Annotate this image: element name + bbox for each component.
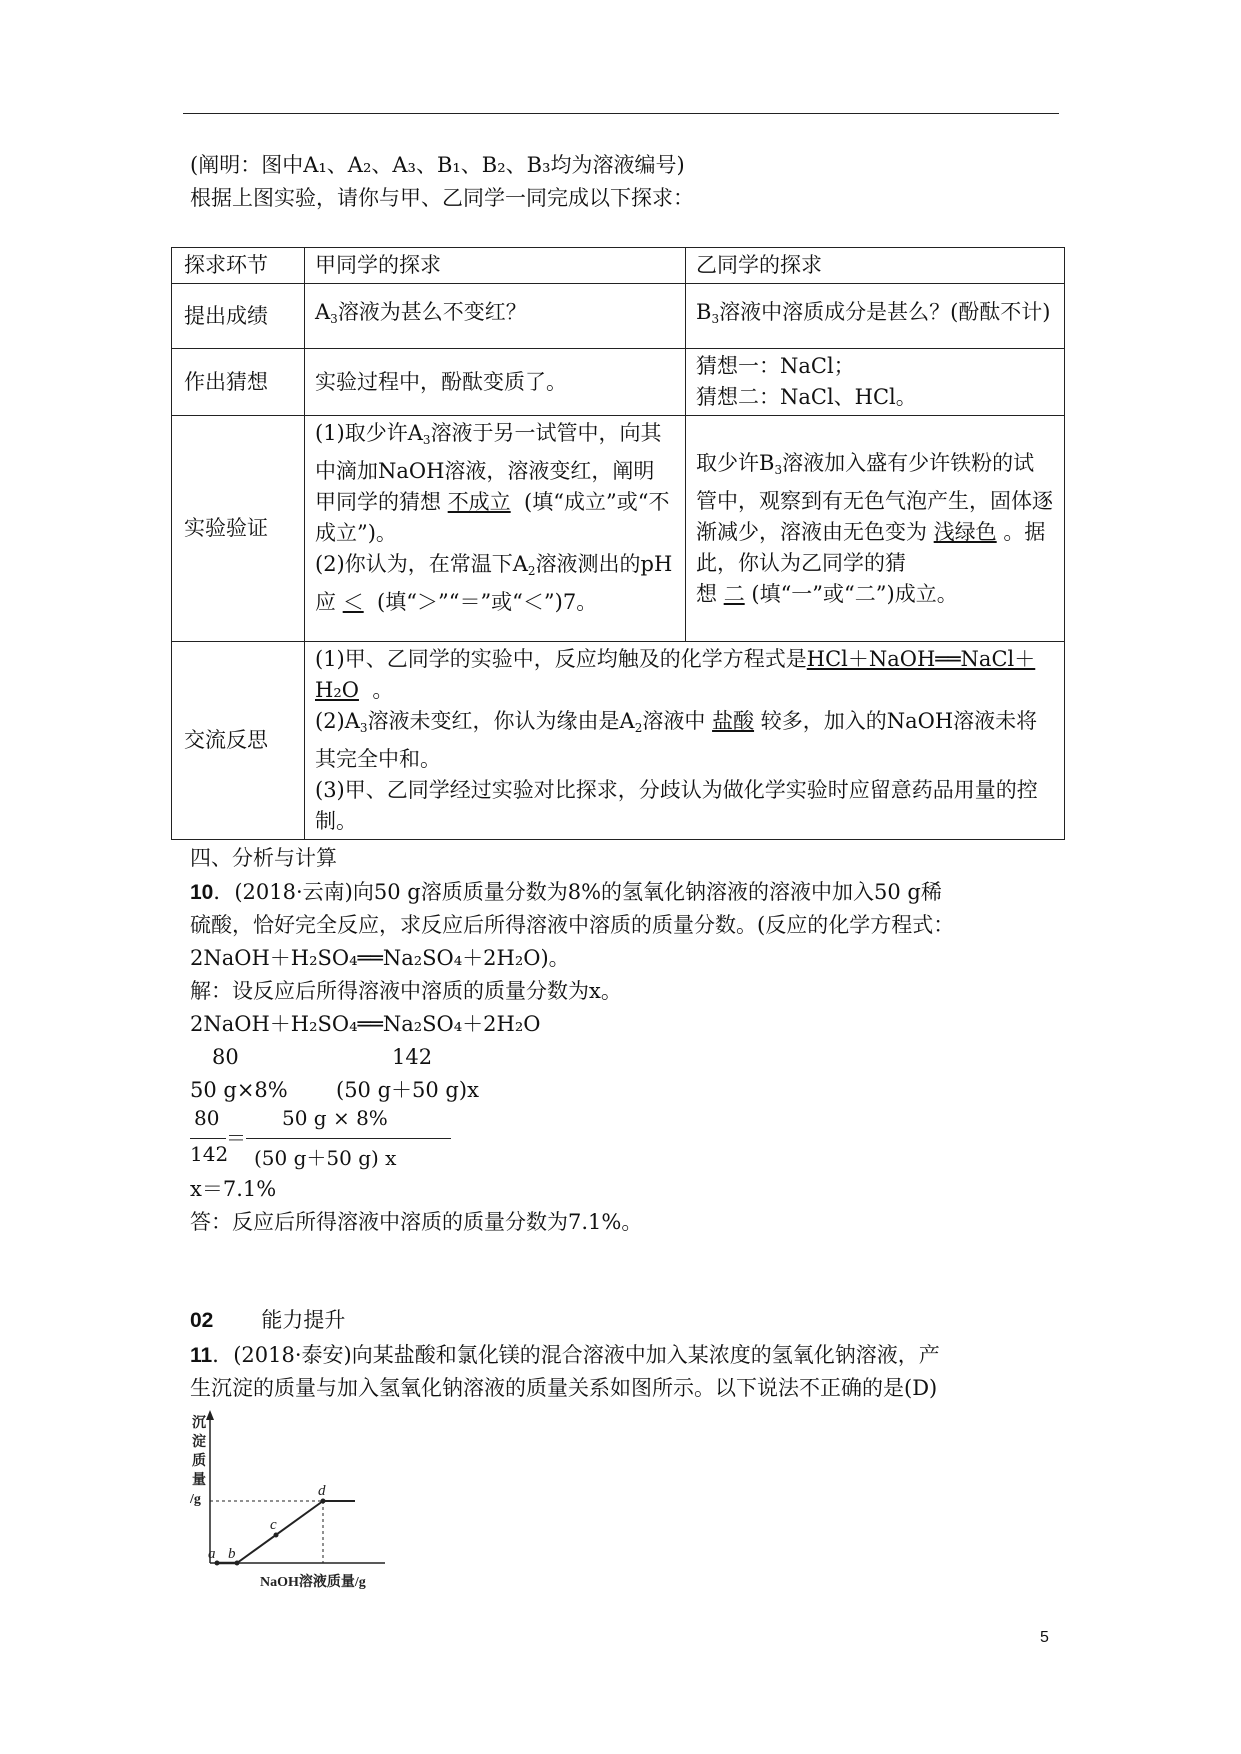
- stage-cell: 作出猜想: [172, 349, 305, 416]
- inquiry-table: [171, 247, 1065, 840]
- answer-blank: 二: [723, 581, 745, 606]
- point-d: [321, 1499, 326, 1504]
- stage-cell: 交流反思: [172, 642, 305, 840]
- page-number: 5: [1040, 1629, 1049, 1646]
- yi-cell: $B_3$溶液中溶质成分是甚么？(酚酞不计): [686, 284, 1065, 349]
- table-row: [172, 284, 1065, 349]
- point-label: b: [228, 1546, 236, 1562]
- point-label: c: [270, 1517, 277, 1533]
- fraction-bar: [246, 1138, 451, 1139]
- section-02: 02 能力提升: [190, 1308, 346, 1332]
- stage-cell: 提出成绩: [172, 284, 305, 349]
- table-header-cell: 乙同学的探求: [686, 248, 1065, 284]
- point-c: [274, 1533, 279, 1538]
- y-axis-label-char: 质: [192, 1454, 206, 1469]
- table-row: [172, 416, 1065, 642]
- unknown-mass: (50 g＋50 g)x: [336, 1078, 479, 1102]
- stage-cell: 实验验证: [172, 416, 305, 642]
- table-row: [172, 642, 1065, 840]
- curve-rising-segment: [237, 1501, 323, 1563]
- equals-sign: ＝: [226, 1126, 246, 1150]
- intro-line: 根据上图实验，请你与甲、乙同学一同完成以下探求：: [190, 186, 694, 210]
- equation-line: 2NaOH＋H₂SO₄══Na₂SO₄＋2H₂O: [190, 1012, 541, 1036]
- question-10-line3: 2NaOH＋H₂SO₄══Na₂SO₄＋2H₂O)。: [190, 946, 570, 970]
- answer-line: 答：反应后所得溶液中溶质的质量分数为7.1%。: [190, 1210, 643, 1234]
- table-header-cell: 甲同学的探求: [305, 248, 686, 284]
- y-axis-arrow: [206, 1410, 214, 1420]
- molar-mass-142: 142: [392, 1045, 433, 1069]
- reflection-cell: (1)甲、乙同学的实验中，反应均触及的化学方程式是HCl＋NaOH══NaCl＋H₂O 。 $(2)A_3$溶液未变红，你认为缘由是$A_2$溶液中 盐酸 较多，加入的NaOH溶液未将其完全中和。 (3)甲、乙同学经过实验对比探求，分歧认为做化学实验时应留意药品用量的控制。: [305, 642, 1065, 840]
- given-mass: 50 g×8%: [190, 1078, 288, 1102]
- precipitate-graph: [180, 1405, 420, 1600]
- y-axis-label-char: 淀: [192, 1435, 206, 1450]
- point-label: a: [208, 1546, 216, 1562]
- header-rule: [183, 113, 1059, 114]
- molar-mass-80: 80: [212, 1045, 239, 1069]
- table-row: [172, 349, 1065, 416]
- fraction-bar: [190, 1138, 226, 1139]
- question-11-line2: 生沉淀的质量与加入氢氧化钠溶液的质量关系如图所示。以下说法不正确的是(D): [190, 1376, 938, 1400]
- fraction-right-denominator: (50 g＋50 g) x: [254, 1146, 397, 1170]
- yi-cell: 取少许$B_3$溶液加入盛有少许铁粉的试管中，观察到有无色气泡产生，固体逐渐减少，溶液由无色变为 浅绿色 。据此，你认为乙同学的猜想 二 (填“一”或“二”)成立。: [686, 416, 1065, 642]
- fraction-right-numerator: 50 g × 8%: [282, 1106, 388, 1130]
- question-10-line1: 10．(2018·云南)向50 g溶质质量分数为8%的氢氧化钠溶液的溶液中加入50 g稀: [190, 880, 942, 904]
- y-axis-label-char: 沉: [192, 1416, 206, 1431]
- solution-line: 解：设反应后所得溶液中溶质的质量分数为x。: [190, 979, 622, 1003]
- answer-blank: 不成立: [447, 490, 511, 514]
- table-header-cell: 探求环节: [172, 248, 305, 284]
- answer-blank: ＜: [342, 590, 364, 614]
- answer-blank: 盐酸: [712, 709, 755, 733]
- result-line: x＝7.1%: [190, 1177, 277, 1201]
- note-line: (阐明：图中A₁、A₂、A₃、B₁、B₂、B₃均为溶液编号): [190, 153, 685, 177]
- jia-cell: $A_3$溶液为甚么不变红？: [305, 284, 686, 349]
- yi-cell: 猜想一：NaCl； 猜想二：NaCl、HCl。: [686, 349, 1065, 416]
- question-11-line1: 11．(2018·泰安)向某盐酸和氯化镁的混合溶液中加入某浓度的氢氧化钠溶液，产: [190, 1343, 940, 1367]
- jia-cell: 实验过程中，酚酞变质了。: [305, 349, 686, 416]
- table-header-row: [172, 248, 1065, 284]
- answer-blank: 浅绿色: [933, 519, 997, 544]
- answer-blank: HCl＋NaOH══NaCl＋H₂O: [315, 647, 1036, 702]
- x-axis-label: NaOH溶液质量/g: [260, 1575, 366, 1590]
- point-label: d: [318, 1483, 326, 1499]
- y-axis-label-char: /g: [190, 1492, 201, 1507]
- question-10-line2: 硫酸，恰好完全反应，求反应后所得溶液中溶质的质量分数。(反应的化学方程式：: [190, 913, 955, 937]
- fraction-left-numerator: 80: [194, 1106, 220, 1130]
- jia-cell: (1)取少许$A_3$溶液于另一试管中，向其中滴加NaOH溶液，溶液变红，阐明甲同学的猜想 不成立 (填“成立”或“不成立”)。 (2)你认为，在常温下$A_2$溶液测出的pH应 ＜ (填“＞”“＝”或“＜”)7。: [305, 416, 686, 642]
- y-axis-label-char: 量: [192, 1473, 206, 1488]
- fraction-left-denominator: 142: [190, 1142, 229, 1166]
- section-title: 四、分析与计算: [190, 846, 337, 870]
